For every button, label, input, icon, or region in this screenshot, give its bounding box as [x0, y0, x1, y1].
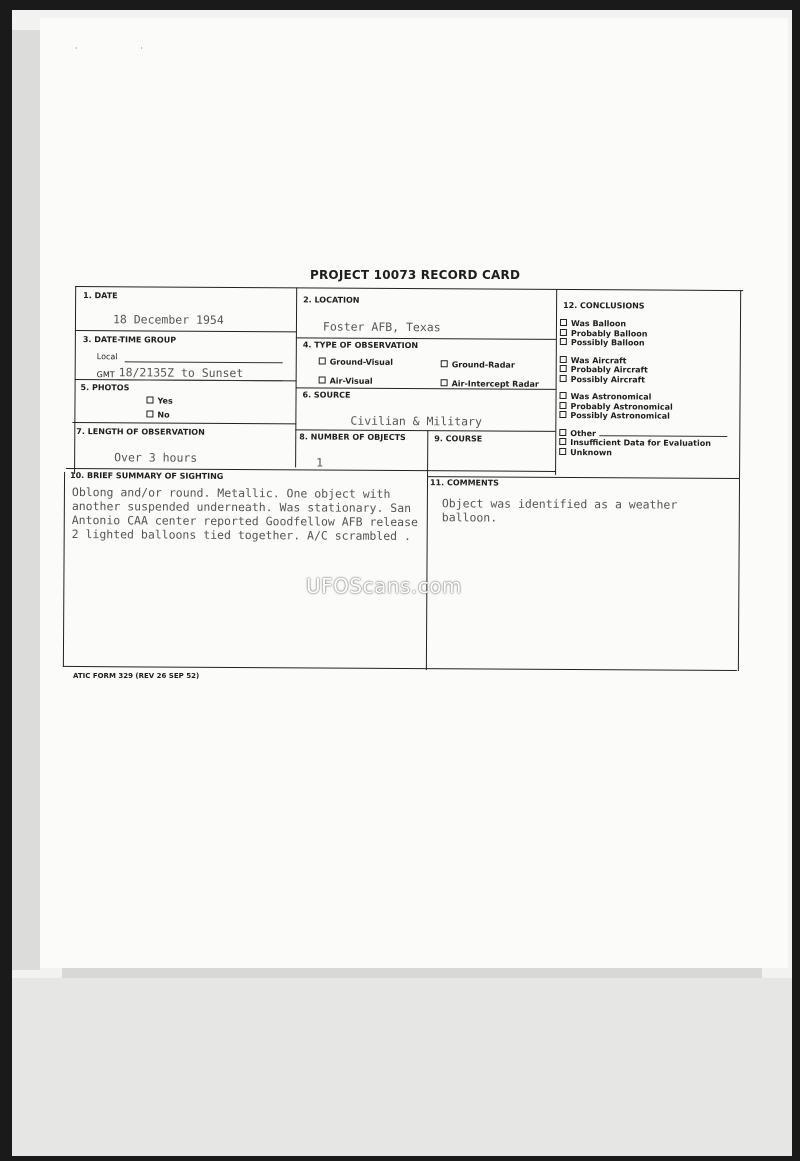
probably-aircraft-checkbox [560, 365, 567, 372]
scan-left-edge [12, 30, 40, 970]
watermark: UFOScans.com [306, 574, 462, 598]
conclusion-unknown: Unknown [559, 447, 727, 458]
photos-no-checkbox [146, 410, 153, 417]
card-title: PROJECT 10073 RECORD CARD [310, 268, 521, 282]
conclusion-was-aircraft: Was Aircraft [560, 355, 728, 366]
conclusion-probably-aircraft: Probably Aircraft [560, 365, 728, 376]
ground-radar-option: Ground-Radar [441, 360, 515, 369]
number-of-objects-value: 1 [316, 455, 324, 470]
source-label: 6. SOURCE [302, 390, 351, 400]
air-intercept-radar-option: Air-Intercept Radar [441, 379, 539, 389]
comments-text: Object was identified as a weather balloon. [441, 496, 678, 525]
conclusions-balloon-group [560, 319, 728, 349]
other-checkbox [559, 428, 566, 435]
photos-yes-checkbox [146, 396, 153, 403]
unknown-checkbox [559, 447, 566, 454]
type-of-observation-label: 4. TYPE OF OBSERVATION [302, 340, 419, 351]
conclusion-was-balloon: Was Balloon [560, 319, 728, 330]
photos-label: 5. PHOTOS [80, 383, 130, 393]
date-time-group-label: 3. DATE-TIME GROUP [82, 335, 177, 345]
air-visual-checkbox [319, 376, 326, 383]
conclusions-other-group [559, 428, 727, 458]
conclusion-insufficient-data: Insufficient Data for Evaluation [559, 438, 727, 449]
record-card [61, 286, 743, 680]
brief-summary-text: Oblong and/or round. Metallic. One object with another suspended underneath. Was stationary. San Antonio CAA center reported Goodfellow AFB release 2 lighted balloons tied together. A/C scrambled . [71, 484, 418, 544]
conclusion-possibly-aircraft: Possibly Aircraft [560, 374, 728, 385]
length-of-observation-label: 7. LENGTH OF OBSERVATION [76, 427, 205, 437]
ground-visual-checkbox [319, 357, 326, 364]
form-number: ATIC FORM 329 (REV 26 SEP 52) [73, 672, 200, 680]
conclusions-astronomical-group [559, 392, 727, 422]
location-value: Foster AFB, Texas [322, 319, 441, 335]
ground-radar-checkbox [441, 360, 448, 367]
gmt-label: GMT [96, 370, 115, 380]
possibly-astronomical-checkbox [559, 411, 566, 418]
conclusion-possibly-balloon: Possibly Balloon [560, 338, 728, 349]
lower-scan-area [12, 978, 792, 1156]
source-value: Civilian & Military [350, 413, 482, 429]
conclusions-aircraft-group [560, 355, 728, 385]
comments-label: 11. COMMENTS [429, 478, 499, 488]
possibly-balloon-checkbox [560, 338, 567, 345]
probably-balloon-checkbox [560, 328, 567, 335]
location-label: 2. LOCATION [303, 295, 360, 305]
number-of-objects-label: 8. NUMBER OF OBJECTS [299, 432, 406, 443]
was-aircraft-checkbox [560, 355, 567, 362]
conclusions-label: 12. CONCLUSIONS [563, 300, 645, 311]
was-astronomical-checkbox [560, 392, 567, 399]
conclusion-probably-balloon: Probably Balloon [560, 328, 728, 339]
possibly-aircraft-checkbox [560, 374, 567, 381]
paper-specks: · · [75, 44, 173, 53]
probably-astronomical-checkbox [559, 401, 566, 408]
conclusions-list [559, 319, 728, 466]
insufficient-data-checkbox [559, 438, 566, 445]
photos-no-option: No [146, 410, 169, 419]
photos-yes-option: Yes [146, 396, 172, 405]
date-label: 1. DATE [83, 291, 118, 301]
length-of-observation-value: Over 3 hours [114, 450, 198, 465]
local-label: Local [96, 352, 118, 362]
air-intercept-radar-checkbox [441, 379, 448, 386]
ground-visual-option: Ground-Visual [319, 357, 393, 366]
brief-summary-label: 10. BRIEF SUMMARY OF SIGHTING [70, 470, 224, 481]
air-visual-option: Air-Visual [319, 376, 373, 385]
conclusion-other: Other [559, 428, 727, 439]
gmt-value: 18/2135Z to Sunset [118, 365, 244, 381]
was-balloon-checkbox [560, 319, 567, 326]
course-label: 9. COURSE [434, 434, 483, 444]
conclusion-was-astronomical: Was Astronomical [560, 392, 728, 403]
conclusion-possibly-astronomical: Possibly Astronomical [559, 411, 727, 422]
conclusion-probably-astronomical: Probably Astronomical [559, 401, 727, 412]
date-value: 18 December 1954 [112, 312, 224, 327]
